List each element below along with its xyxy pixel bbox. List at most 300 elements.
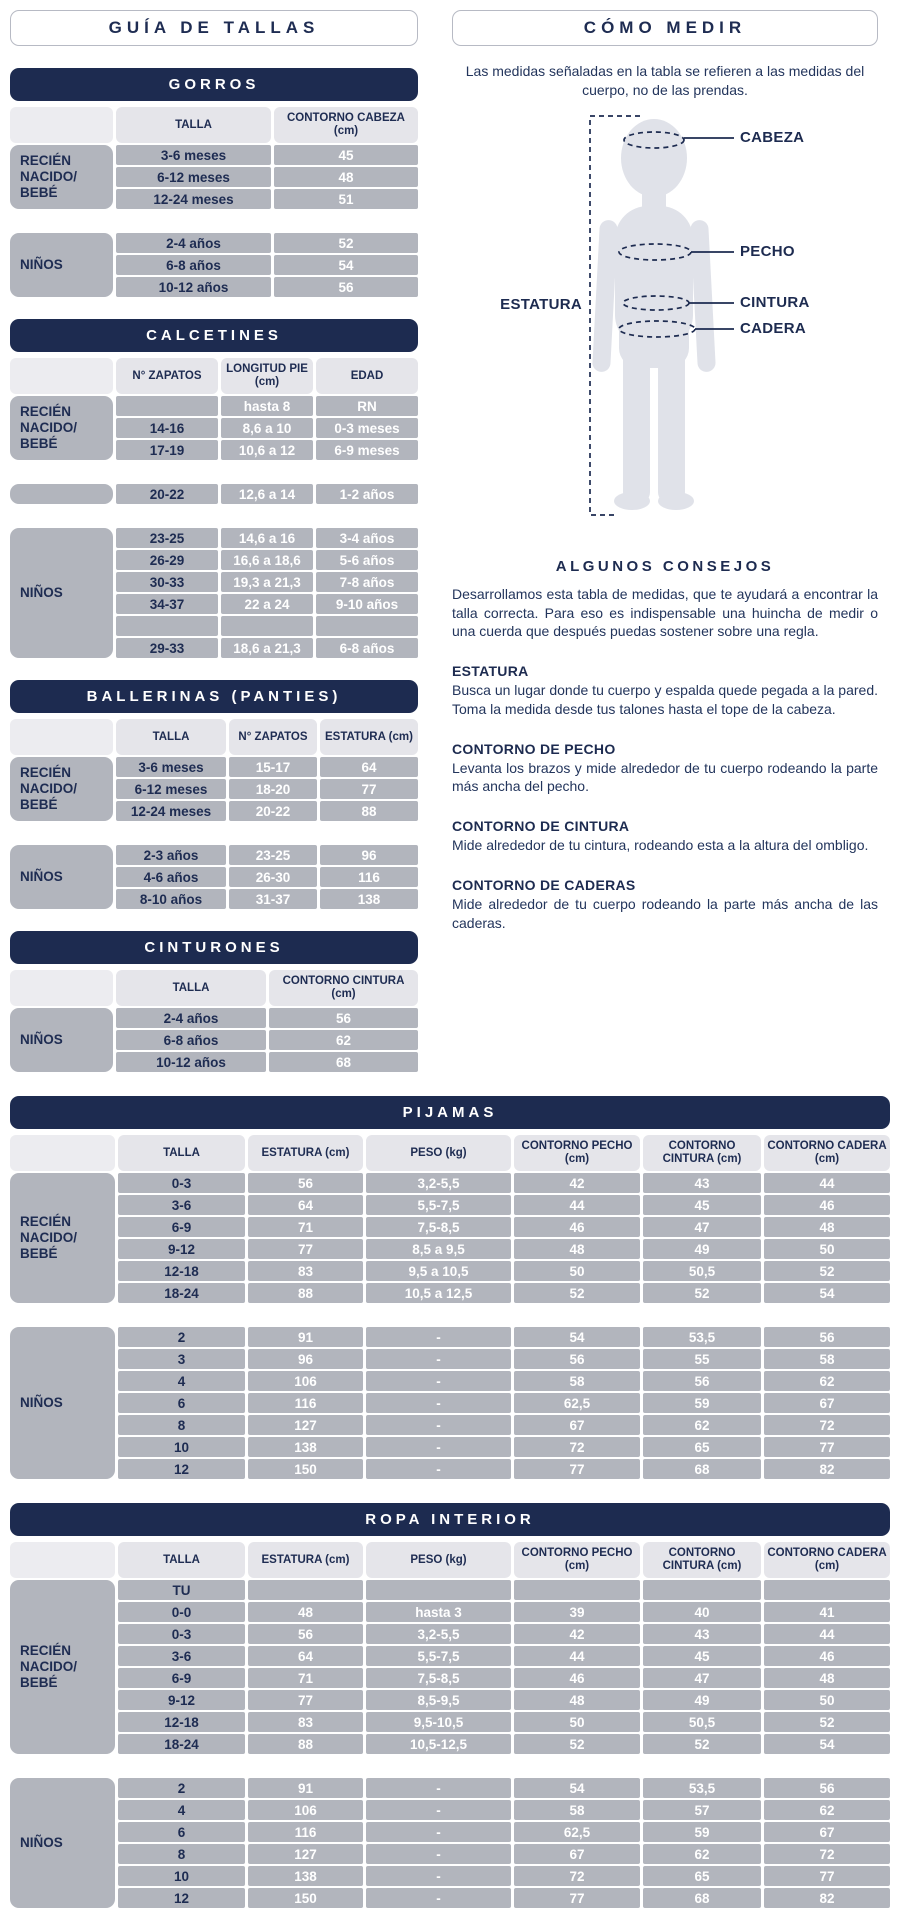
value-cell: 68 [643,1459,761,1479]
column-header: ESTATURA (cm) [320,719,418,755]
value-cell: 64 [248,1646,363,1666]
size-cell: 18-24 [118,1283,245,1303]
value-cell [366,1580,511,1600]
group-label: RECIÉN NACIDO/ BEBÉ [10,1173,115,1303]
value-cell [764,1580,890,1600]
value-cell: 41 [764,1602,890,1622]
value-cell: 40 [643,1602,761,1622]
value-cell: 0-3 meses [316,418,418,438]
value-cell: 48 [764,1668,890,1688]
value-cell: 55 [643,1349,761,1369]
size-cell: 0-0 [118,1602,245,1622]
value-cell: 3,2-5,5 [366,1173,511,1193]
size-cell: 2-4 años [116,233,271,253]
value-cell: 138 [248,1437,363,1457]
size-cell: TU [118,1580,245,1600]
value-cell: - [366,1349,511,1369]
value-cell: 116 [320,867,418,887]
value-cell: 77 [764,1866,890,1886]
value-cell: 56 [764,1327,890,1347]
cintura-label: CINTURA [740,293,810,311]
value-cell: 14,6 a 16 [221,528,313,548]
value-cell [221,616,313,636]
value-cell: 45 [643,1195,761,1215]
value-cell: 77 [514,1459,640,1479]
column-header: LONGITUD PIE (cm) [221,358,313,394]
value-cell: 67 [764,1393,890,1413]
value-cell: 77 [248,1690,363,1710]
how-to-measure-column [452,10,890,1072]
column-header: TALLA [116,719,226,755]
group-label: RECIÉN NACIDO/ BEBÉ [10,1580,115,1754]
size-tables-column [10,10,418,1072]
size-cell: 6-9 [118,1668,245,1688]
size-cell: 2 [118,1778,245,1798]
value-cell: 116 [248,1393,363,1413]
column-header: ESTATURA (cm) [248,1542,363,1578]
size-cell: 12-24 meses [116,189,271,209]
size-cell: 3-6 meses [116,757,226,777]
value-cell: - [366,1371,511,1391]
column-header: TALLA [116,107,271,143]
value-cell: 54 [764,1734,890,1754]
value-cell: 42 [514,1624,640,1644]
value-cell: 53,5 [643,1327,761,1347]
value-cell: - [366,1415,511,1435]
corner-cell [10,107,113,143]
value-cell: 91 [248,1327,363,1347]
child-silhouette-illustration [452,102,882,542]
size-cell: 10-12 años [116,277,271,297]
size-cell: 10 [118,1866,245,1886]
column-header: EDAD [316,358,418,394]
value-cell: 5-6 años [316,550,418,570]
value-cell: 58 [514,1800,640,1820]
value-cell: 19,3 a 21,3 [221,572,313,592]
value-cell: 62 [269,1030,418,1050]
group-label: RECIÉN NACIDO/ BEBÉ [10,757,113,821]
size-cell: 8 [118,1415,245,1435]
size-cell: 4 [118,1371,245,1391]
size-cell: 10-12 años [116,1052,266,1072]
group-gap [10,1756,890,1761]
value-cell: - [366,1778,511,1798]
size-cell: 6-9 [118,1217,245,1237]
size-cell: 10 [118,1437,245,1457]
column-header: CONTORNO CINTURA (cm) [643,1542,761,1578]
value-cell: 65 [643,1866,761,1886]
value-cell: 48 [248,1602,363,1622]
ballerinas-table-title: BALLERINAS (PANTIES) [10,680,418,713]
group-label: NIÑOS [10,528,113,658]
value-cell: - [366,1888,511,1908]
group-gap [10,823,418,828]
column-header: CONTORNO CADERA (cm) [764,1542,890,1578]
how-to-measure-title: CÓMO MEDIR [452,10,878,46]
size-cell: 6-8 años [116,1030,266,1050]
calcetines-table-title: CALCETINES [10,319,418,352]
value-cell: 45 [643,1646,761,1666]
size-guide-title: GUÍA DE TALLAS [10,10,418,46]
group-label: NIÑOS [10,233,113,297]
value-cell: 53,5 [643,1778,761,1798]
value-cell: 22 a 24 [221,594,313,614]
value-cell: 44 [764,1173,890,1193]
value-cell: 7-8 años [316,572,418,592]
tip-heading: CONTORNO DE PECHO [452,740,616,757]
cabeza-label: CABEZA [740,128,805,146]
value-cell: 56 [764,1778,890,1798]
tips-title: ALGUNOS CONSEJOS [555,557,775,575]
value-cell: 71 [248,1217,363,1237]
column-header: ESTATURA (cm) [248,1135,363,1171]
size-cell: 18-24 [118,1734,245,1754]
top-columns [10,10,890,1072]
value-cell: 150 [248,1459,363,1479]
value-cell: 8,6 a 10 [221,418,313,438]
calcetines-section [10,319,418,658]
body-measure-diagram [452,102,878,544]
value-cell: 91 [248,1778,363,1798]
value-cell: 62,5 [514,1822,640,1842]
value-cell: 50 [764,1690,890,1710]
size-cell: 29-33 [116,638,218,658]
value-cell: 138 [320,889,418,909]
value-cell: 10,6 a 12 [221,440,313,460]
value-cell: 106 [248,1800,363,1820]
value-cell: 52 [643,1734,761,1754]
value-cell: 83 [248,1261,363,1281]
value-cell: - [366,1327,511,1347]
size-cell: 0-3 [118,1624,245,1644]
value-cell: 16,6 a 18,6 [221,550,313,570]
value-cell: 54 [764,1283,890,1303]
value-cell: 15-17 [229,757,317,777]
size-cell: 23-25 [116,528,218,548]
value-cell: - [366,1822,511,1842]
value-cell: 116 [248,1822,363,1842]
value-cell: 56 [248,1173,363,1193]
value-cell: 46 [514,1668,640,1688]
column-header: CONTORNO CINTURA (cm) [643,1135,761,1171]
size-cell: 12-18 [118,1712,245,1732]
size-cell: 14-16 [116,418,218,438]
pijamas-table-title: PIJAMAS [10,1096,890,1129]
size-cell: 12 [118,1888,245,1908]
value-cell: 58 [764,1349,890,1369]
tip-contorno-pecho [452,741,878,797]
value-cell: 96 [248,1349,363,1369]
tip-estatura [452,663,878,719]
value-cell: 64 [248,1195,363,1215]
value-cell: 56 [248,1624,363,1644]
value-cell: - [366,1459,511,1479]
gorros-section [10,68,418,297]
tip-text: Busca un lugar donde tu cuerpo y espalda quede pegada a la pared. Toma la medida desde tus talones hasta el tope de la cabeza. [452,682,878,717]
measure-intro-text: Las medidas señaladas en la tabla se refieren a las medidas del cuerpo, no de las prendas. [465,63,865,98]
size-cell: 9-12 [118,1239,245,1259]
value-cell: 57 [643,1800,761,1820]
size-cell: 6-8 años [116,255,271,275]
tip-heading: CONTORNO DE CINTURA [452,818,630,835]
value-cell: 50 [764,1239,890,1259]
cinturones-table-title: CINTURONES [10,931,418,964]
size-cell: 4-6 años [116,867,226,887]
value-cell: - [366,1866,511,1886]
value-cell: 71 [248,1668,363,1688]
column-header: PESO (kg) [366,1135,511,1171]
size-cell: 12-24 meses [116,801,226,821]
gorros-table [10,107,418,297]
value-cell: 62 [643,1415,761,1435]
value-cell: 42 [514,1173,640,1193]
value-cell: 10,5 a 12,5 [366,1283,511,1303]
pijamas-table [10,1135,890,1479]
group-label: NIÑOS [10,845,113,909]
value-cell: 50,5 [643,1712,761,1732]
size-cell: 4 [118,1800,245,1820]
value-cell: 8,5-9,5 [366,1690,511,1710]
tip-text: Mide alrededor de tu cintura, rodeando esta a la altura del ombligo. [452,837,869,854]
pecho-label: PECHO [740,242,795,260]
value-cell: 62 [643,1844,761,1864]
value-cell: 150 [248,1888,363,1908]
size-cell: 30-33 [116,572,218,592]
value-cell: RN [316,396,418,416]
value-cell [514,1580,640,1600]
size-cell: 6-12 meses [116,167,271,187]
value-cell: 5,5-7,5 [366,1646,511,1666]
value-cell: 45 [274,145,418,165]
value-cell: 62 [764,1371,890,1391]
value-cell [316,616,418,636]
value-cell: 77 [514,1888,640,1908]
value-cell: 68 [643,1888,761,1908]
calcetines-table [10,358,418,658]
value-cell: 47 [643,1668,761,1688]
value-cell: 26-30 [229,867,317,887]
value-cell: 77 [764,1437,890,1457]
tip-heading: CONTORNO DE CADERAS [452,876,636,893]
tip-contorno-caderas [452,877,878,933]
value-cell: 127 [248,1415,363,1435]
size-cell: 3-6 meses [116,145,271,165]
column-header: TALLA [118,1542,245,1578]
value-cell: 7,5-8,5 [366,1217,511,1237]
value-cell: 88 [248,1283,363,1303]
value-cell: 31-37 [229,889,317,909]
group-gap [10,462,418,467]
size-cell: 34-37 [116,594,218,614]
value-cell: 65 [643,1437,761,1457]
tip-text: Mide alrededor de tu cuerpo rodeando la parte más ancha de las caderas. [452,895,878,931]
size-cell: 3-6 [118,1195,245,1215]
size-cell: 26-29 [116,550,218,570]
value-cell: 72 [764,1844,890,1864]
value-cell: 48 [764,1217,890,1237]
column-header: PESO (kg) [366,1542,511,1578]
column-header: N° ZAPATOS [116,358,218,394]
column-header: CONTORNO CABEZA (cm) [274,107,418,143]
value-cell: 12,6 a 14 [221,484,313,504]
corner-cell [10,1542,115,1578]
value-cell: hasta 8 [221,396,313,416]
value-cell: 48 [514,1239,640,1259]
size-cell: 12 [118,1459,245,1479]
value-cell: 62,5 [514,1393,640,1413]
value-cell: 44 [764,1624,890,1644]
value-cell: 54 [514,1778,640,1798]
value-cell: 7,5-8,5 [366,1668,511,1688]
value-cell: 67 [764,1822,890,1842]
size-cell: 6 [118,1393,245,1413]
ropa_interior-table [10,1542,890,1908]
value-cell: 46 [764,1195,890,1215]
value-cell: 52 [514,1283,640,1303]
value-cell [643,1580,761,1600]
value-cell: 43 [643,1624,761,1644]
value-cell [248,1580,363,1600]
group-label: NIÑOS [10,1327,115,1479]
size-cell: 17-19 [116,440,218,460]
value-cell: - [366,1393,511,1413]
value-cell: 51 [274,189,418,209]
value-cell: 58 [514,1371,640,1391]
tip-heading: ESTATURA [452,663,529,680]
value-cell: - [366,1844,511,1864]
ropa_interior-table-title: ROPA INTERIOR [10,1503,890,1536]
estatura-label: ESTATURA [500,295,582,313]
value-cell: 9,5-10,5 [366,1712,511,1732]
value-cell: 72 [514,1866,640,1886]
value-cell: 67 [514,1844,640,1864]
column-header: N° ZAPATOS [229,719,317,755]
value-cell: 56 [274,277,418,297]
group-gap [10,506,418,511]
gorros-table-title: GORROS [10,68,418,101]
value-cell: 6-9 meses [316,440,418,460]
value-cell: 54 [514,1327,640,1347]
column-header: TALLA [118,1135,245,1171]
value-cell: 106 [248,1371,363,1391]
cadera-label: CADERA [740,319,806,337]
value-cell: 72 [514,1437,640,1457]
value-cell: 59 [643,1393,761,1413]
value-cell: 56 [514,1349,640,1369]
group-label: NIÑOS [10,1778,115,1908]
ballerinas-section [10,680,418,909]
value-cell: 72 [764,1415,890,1435]
corner-cell [10,1135,115,1171]
value-cell: 44 [514,1646,640,1666]
value-cell: 18,6 a 21,3 [221,638,313,658]
corner-cell [10,358,113,394]
group-label: RECIÉN NACIDO/ BEBÉ [10,145,113,209]
value-cell: 82 [764,1459,890,1479]
size-cell: 6-12 meses [116,779,226,799]
value-cell: 18-20 [229,779,317,799]
value-cell: 6-8 años [316,638,418,658]
value-cell: 59 [643,1822,761,1842]
value-cell: 67 [514,1415,640,1435]
value-cell: 49 [643,1239,761,1259]
size-cell: 9-12 [118,1690,245,1710]
value-cell: 127 [248,1844,363,1864]
size-cell: 12-18 [118,1261,245,1281]
value-cell: 77 [248,1239,363,1259]
value-cell: 88 [320,801,418,821]
pijamas-section [10,1096,890,1479]
size-cell: 2-4 años [116,1008,266,1028]
size-cell: 2-3 años [116,845,226,865]
value-cell: 50 [514,1261,640,1281]
value-cell: 44 [514,1195,640,1215]
column-header: CONTORNO CINTURA (cm) [269,970,418,1006]
value-cell: 50 [514,1712,640,1732]
value-cell: - [366,1437,511,1457]
value-cell: 8,5 a 9,5 [366,1239,511,1259]
value-cell: 77 [320,779,418,799]
value-cell: 9-10 años [316,594,418,614]
value-cell: 52 [764,1712,890,1732]
value-cell: 64 [320,757,418,777]
size-cell: 3 [118,1349,245,1369]
size-cell: 8 [118,1844,245,1864]
value-cell: - [366,1800,511,1820]
value-cell: 10,5-12,5 [366,1734,511,1754]
group-label: RECIÉN NACIDO/ BEBÉ [10,396,113,460]
value-cell: 46 [514,1217,640,1237]
value-cell: 39 [514,1602,640,1622]
value-cell: 52 [274,233,418,253]
column-header: CONTORNO PECHO (cm) [514,1542,640,1578]
corner-cell [10,970,113,1006]
size-cell: 3-6 [118,1646,245,1666]
size-cell [116,396,218,416]
value-cell: 48 [274,167,418,187]
value-cell: 83 [248,1712,363,1732]
corner-cell [10,719,113,755]
tips-intro-text: Desarrollamos esta tabla de medidas, que te ayudará a encontrar la talla correcta. Para eso es indispensable una huincha de medir o una cuerda que después puedas sostener sobre una regla. [452,585,878,640]
cinturones-section [10,931,418,1072]
group-gap [10,1305,890,1310]
value-cell: 46 [764,1646,890,1666]
value-cell: 82 [764,1888,890,1908]
size-cell: 6 [118,1822,245,1842]
ropa-interior-section [10,1503,890,1908]
size-cell: 2 [118,1327,245,1347]
size-cell [116,616,218,636]
tip-text: Levanta los brazos y mide alrededor de tu cuerpo rodeando la parte más ancha del pecho. [452,759,878,795]
value-cell: 3-4 años [316,528,418,548]
value-cell: 56 [269,1008,418,1028]
value-cell: 62 [764,1800,890,1820]
value-cell: 52 [643,1283,761,1303]
ballerinas-table [10,719,418,909]
value-cell: 96 [320,845,418,865]
value-cell: 138 [248,1866,363,1886]
value-cell: hasta 3 [366,1602,511,1622]
tip-contorno-cintura [452,818,878,855]
value-cell: 9,5 a 10,5 [366,1261,511,1281]
group-label: NIÑOS [10,1008,113,1072]
value-cell: 88 [248,1734,363,1754]
cinturones-table [10,970,418,1072]
value-cell: 49 [643,1690,761,1710]
value-cell: 68 [269,1052,418,1072]
value-cell: 52 [764,1261,890,1281]
value-cell: 3,2-5,5 [366,1624,511,1644]
